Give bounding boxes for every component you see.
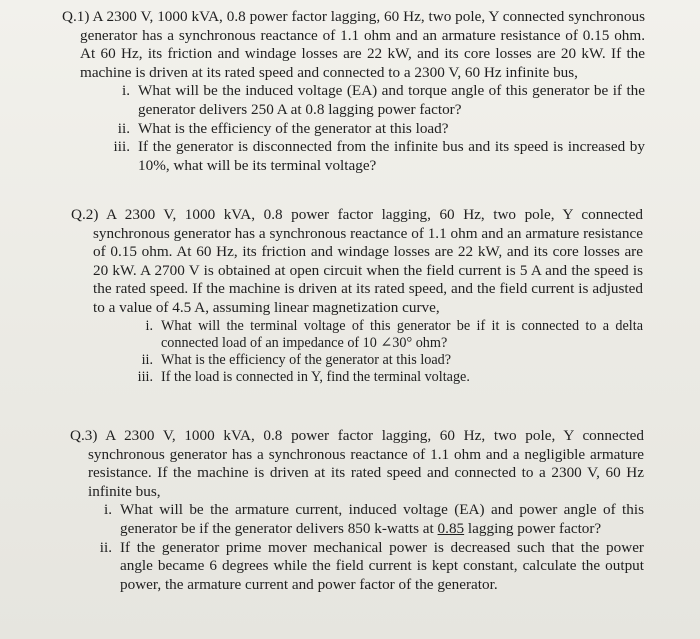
question-3-items (99, 501, 644, 594)
item-number: i. (145, 317, 153, 334)
question-2-items (137, 317, 643, 386)
item-number: i. (103, 501, 112, 519)
question-3-intro (70, 427, 644, 501)
question-1-number: Q.1) (62, 8, 90, 25)
item-text: What will be the induced voltage (EA) and torque angle of this generator be if the generator delivers 250 A at 0.8 lagging power factor? (138, 82, 645, 118)
question-2-intro (71, 206, 643, 318)
item-number: ii. (99, 538, 112, 556)
question-1-intro (62, 8, 645, 82)
question-3-text: A 2300 V, 1000 kVA, 0.8 power factor lagging, 60 Hz, two pole, Y connected synchronous generator has a synchronous reactance of 1.1 ohm and a negligible armature resistance. If the machine is driven at its rated speed and connected to a 2300 V, 60 Hz infinite bus, (88, 427, 644, 500)
question-1-item-iii (113, 138, 645, 175)
question-2-number: Q.2) (71, 206, 99, 223)
item-number: ii. (141, 351, 153, 368)
item-text-end: lagging power factor? (464, 519, 602, 537)
question-2-item-i (145, 317, 643, 352)
question-1-item-i (121, 82, 645, 119)
underlined-power-factor: 0.85 (437, 519, 465, 537)
question-1-text: A 2300 V, 1000 kVA, 0.8 power factor lagging, 60 Hz, two pole, Y connected synchronous generator has a synchronous reactance of 1.1 ohm and an armature resistance of 0.15 ohm. At 60 Hz, its friction and windage losses are 22 kW, and its core losses are 20 kW. If the machine is driven at its rated speed and connected to a 2300 V, 60 Hz infinite bus, (80, 8, 645, 81)
question-3 (71, 427, 644, 594)
item-text: What is the efficiency of the generator at this load? (161, 351, 452, 368)
question-2-item-ii (141, 351, 643, 369)
question-1-item-ii (117, 119, 645, 139)
question-1-items (113, 82, 645, 175)
item-number: iii. (137, 368, 153, 385)
question-2-text: A 2300 V, 1000 kVA, 0.8 power factor lagging, 60 Hz, two pole, Y connected synchronous generator has a synchronous reactance of 1.1 ohm and an armature resistance of 0.15 ohm. At 60 Hz, its friction and windage losses are 22 kW, and its core losses are 20 kW. A 2700 V is obtained at open circuit when the field current is 5 A and the speed is the rated speed. If the machine is driven at its rated speed, and the field current is adjusted to a value of 4.5 A, assuming linear magnetization curve, (93, 206, 643, 316)
question-2-item-iii (137, 368, 643, 386)
item-text: What will the terminal voltage of this generator be if it is connected to a delta connected load of an impedance of 10 ∠30° ohm? (161, 317, 643, 351)
item-number: i. (121, 82, 130, 100)
question-3-item-i (103, 501, 644, 538)
question-2 (71, 206, 643, 386)
item-text: What will be the armature current, induced voltage (EA) and power angle of this generator be if the generator delivers 850 k-watts at (120, 501, 644, 537)
question-3-number: Q.3) (70, 427, 98, 444)
question-3-item-ii (99, 538, 644, 595)
item-text: If the generator is disconnected from the infinite bus and its speed is increased by 10%, what will be its terminal voltage? (138, 138, 645, 174)
item-text: What is the efficiency of the generator at this load? (138, 119, 449, 137)
item-text: If the load is connected in Y, find the terminal voltage. (161, 368, 470, 385)
question-1 (62, 8, 645, 175)
item-number: ii. (117, 119, 130, 137)
item-text: If the generator prime mover mechanical power is decreased such that the power angle became 6 degrees while the field current is kept constant, calculate the output power, the armature current and power factor of the generator. (120, 538, 644, 593)
item-number: iii. (113, 138, 130, 156)
